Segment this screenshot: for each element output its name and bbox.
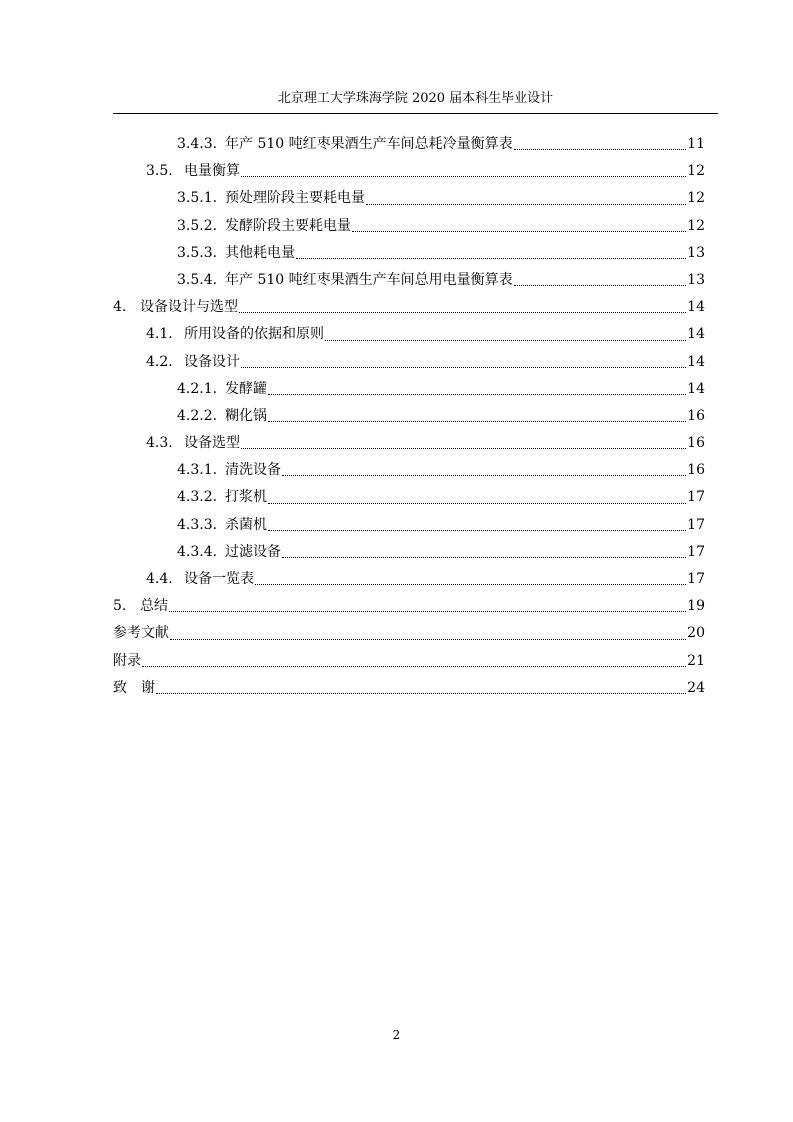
toc-entry-page: 14 [687,380,705,397]
page-number: 2 [392,1028,401,1042]
toc-entry-title: 预处理阶段主要耗电量 [225,190,365,207]
toc-entry-number: 4. [113,299,127,316]
toc-dot-leader [268,420,686,422]
toc-entry[interactable] [113,294,705,321]
toc-entry[interactable] [113,376,705,403]
toc-dot-leader [156,692,686,694]
toc-entry-title: 电量衡算 [184,163,240,180]
toc-entry[interactable] [113,158,705,185]
toc-entry-number: 4.4. [146,571,173,587]
header-rule [113,113,718,114]
toc-entry[interactable] [113,131,705,158]
toc-entry-title: 附录 [113,652,141,669]
toc-dot-leader [268,529,686,531]
toc-entry-page: 16 [687,462,705,479]
toc-entry-number: 4.2.1. [177,380,218,397]
toc-entry-title: 杀菌机 [225,516,267,533]
toc-entry[interactable] [113,430,705,457]
toc-dot-leader [169,610,686,612]
toc-dot-leader [142,665,686,667]
toc-entry-title: 发酵罐 [225,380,267,397]
page-footer [0,1028,793,1042]
toc-entry-title: 参考文献 [113,625,169,642]
toc-dot-leader [282,474,686,476]
table-of-contents [113,131,705,702]
toc-dot-leader [514,284,687,286]
toc-entry-page: 20 [687,625,705,642]
toc-entry[interactable] [113,267,705,294]
toc-dot-leader [296,257,686,259]
toc-entry[interactable] [113,213,705,240]
toc-entry-title: 总结 [140,598,168,615]
toc-entry-page: 11 [687,136,705,152]
toc-dot-leader [241,175,686,177]
toc-entry-title: 打浆机 [225,489,267,506]
toc-entry-number: 4.3.2. [177,489,218,506]
toc-entry-page: 12 [687,190,705,207]
toc-entry[interactable] [113,484,705,511]
toc-dot-leader [239,311,686,313]
toc-entry-page: 12 [687,163,705,180]
toc-entry-number: 5. [113,598,127,615]
toc-dot-leader [268,393,686,395]
toc-entry-number: 4.2. [146,353,173,370]
toc-dot-leader [366,203,686,205]
toc-entry-title: 所用设备的依据和原则 [184,326,324,343]
toc-entry-page: 24 [687,679,705,696]
toc-entry[interactable] [113,185,705,212]
toc-entry-page: 12 [687,217,705,234]
toc-entry-title: 其他耗电量 [225,244,295,261]
toc-entry-title: 年产 510 吨红枣果酒生产车间总耗冷量衡算表 [225,136,513,152]
toc-entry-number: 3.5.2. [177,217,218,234]
toc-dot-leader [325,339,686,341]
toc-entry[interactable] [113,648,705,675]
toc-entry-number: 3.5.4. [177,271,218,288]
toc-entry-title: 清洗设备 [225,462,281,479]
toc-entry[interactable] [113,593,705,620]
toc-dot-leader [282,556,686,558]
toc-entry[interactable] [113,620,705,647]
toc-dot-leader [352,230,686,232]
toc-entry-number: 3.4.3. [177,136,218,152]
toc-entry-number: 4.3.1. [177,462,218,479]
toc-dot-leader [268,502,686,504]
toc-entry[interactable] [113,240,705,267]
toc-dot-leader [255,583,686,585]
toc-entry-title: 致 谢 [113,679,155,696]
toc-entry-page: 17 [687,489,705,506]
toc-entry-number: 4.2.2. [177,407,218,424]
toc-entry-title: 年产 510 吨红枣果酒生产车间总用电量衡算表 [225,271,513,288]
toc-dot-leader [241,366,686,368]
toc-entry-title: 设备选型 [184,435,240,452]
toc-dot-leader [170,638,686,640]
toc-entry-title: 过滤设备 [225,543,281,560]
toc-entry-number: 4.1. [146,326,173,343]
toc-entry[interactable] [113,403,705,430]
toc-entry[interactable] [113,675,705,702]
toc-entry-page: 21 [687,652,705,669]
toc-entry-page: 17 [687,516,705,533]
toc-entry-page: 13 [687,244,705,261]
toc-entry[interactable] [113,457,705,484]
toc-entry[interactable] [113,349,705,376]
toc-entry-page: 14 [687,299,705,316]
toc-entry-page: 16 [687,435,705,452]
toc-dot-leader [514,148,687,150]
toc-dot-leader [241,447,686,449]
toc-entry-title: 发酵阶段主要耗电量 [225,217,351,234]
toc-entry-number: 3.5.1. [177,190,218,207]
toc-entry-number: 3.5. [146,163,173,180]
toc-entry-number: 4.3.4. [177,543,218,560]
page-header [113,90,718,108]
toc-entry-page: 17 [687,543,705,560]
toc-entry[interactable] [113,321,705,348]
toc-entry-number: 4.3. [146,435,173,452]
toc-entry-number: 4.3.3. [177,516,218,533]
toc-entry-page: 19 [687,598,705,615]
toc-entry-page: 16 [687,407,705,424]
toc-entry-title: 设备设计与选型 [140,299,238,316]
toc-entry-title: 设备一览表 [184,571,254,587]
toc-entry[interactable] [113,566,705,593]
toc-entry-page: 14 [687,326,705,343]
toc-entry-page: 13 [687,271,705,288]
header-title: 北京理工大学珠海学院 2020 届本科生毕业设计 [277,91,554,106]
toc-entry[interactable] [113,539,705,566]
toc-entry-page: 14 [687,353,705,370]
toc-entry-page: 17 [687,571,705,587]
toc-entry[interactable] [113,512,705,539]
toc-entry-number: 3.5.3. [177,244,218,261]
toc-entry-title: 设备设计 [184,353,240,370]
toc-entry-title: 糊化锅 [225,407,267,424]
